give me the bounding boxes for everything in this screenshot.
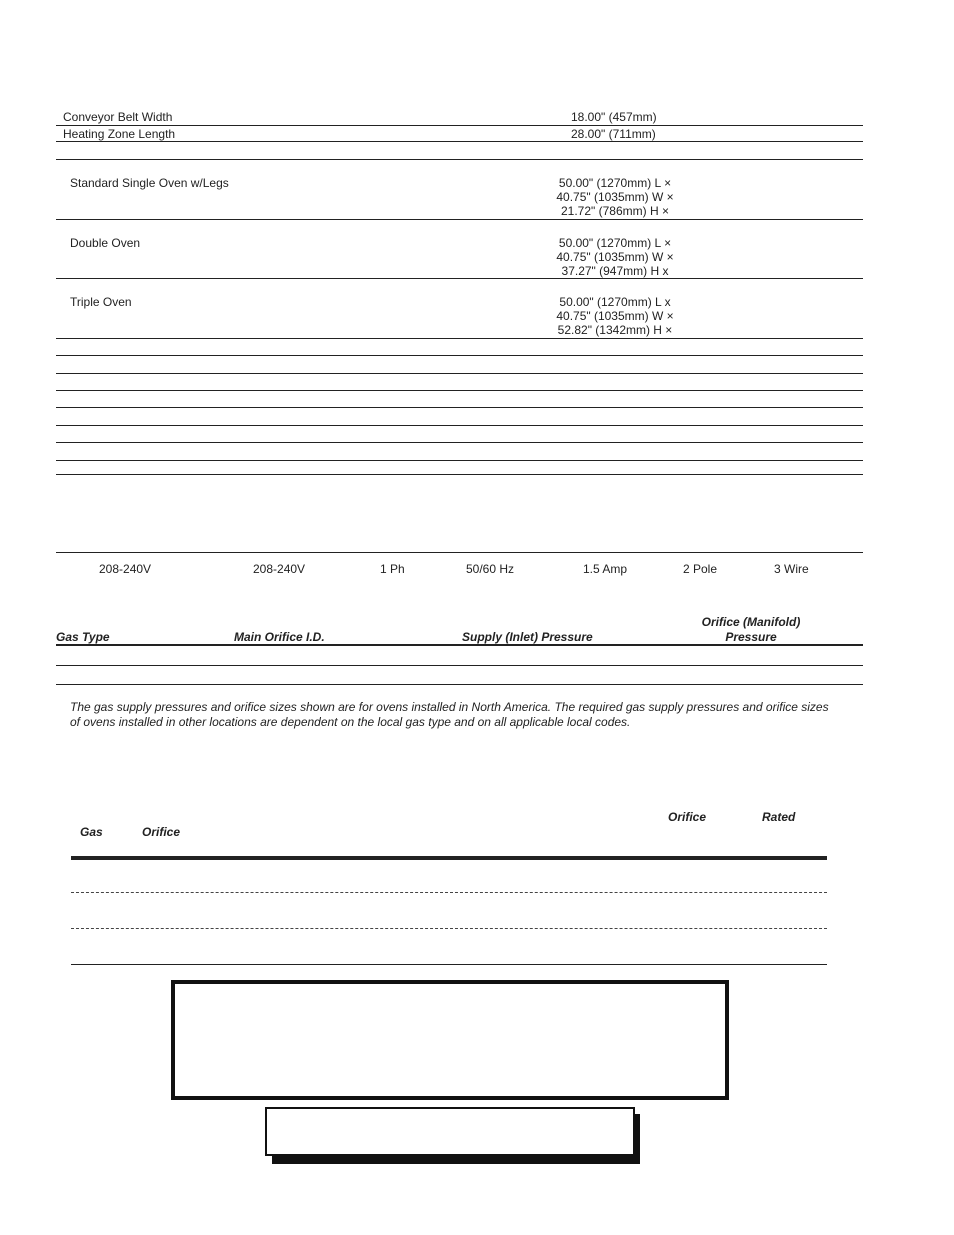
dimension-height: 21.72" (786mm) H ×: [561, 204, 669, 218]
electrical-cell: 208-240V: [99, 562, 152, 576]
divider: [56, 425, 863, 426]
orifice-pressure-header-line2: Pressure: [725, 630, 777, 644]
rated-header: Rated: [762, 810, 796, 824]
divider: [56, 460, 863, 461]
dimension-length: 50.00" (1270mm) L ×: [558, 176, 672, 190]
divider: [56, 159, 863, 160]
dimension-label: Double Oven: [70, 236, 141, 250]
divider: [56, 141, 863, 142]
divider: [56, 125, 863, 126]
divider: [56, 278, 863, 279]
divider: [56, 684, 863, 685]
gas-note: [70, 700, 829, 730]
dimension-values: [540, 176, 690, 218]
divider: [56, 407, 863, 408]
gas-header: Gas: [80, 825, 103, 839]
dimension-width: 40.75" (1035mm) W ×: [556, 309, 674, 323]
dimension-label: Triple Oven: [70, 295, 132, 309]
belt-width-value: 18.00" (457mm): [571, 110, 657, 124]
divider: [56, 373, 863, 374]
header-rule: [71, 856, 827, 860]
divider: [56, 665, 863, 666]
divider: [56, 474, 863, 475]
supply-pressure-header: Supply (Inlet) Pressure: [462, 630, 593, 644]
warning-box: [171, 980, 729, 1100]
electrical-cell: 1.5 Amp: [583, 562, 628, 576]
electrical-cell: 2 Pole: [683, 562, 718, 576]
header-rule: [56, 644, 863, 646]
belt-width-label: Conveyor Belt Width: [63, 110, 173, 124]
electrical-cell: 3 Wire: [774, 562, 809, 576]
orifice-pressure-header-line1: Orifice (Manifold): [701, 615, 801, 629]
main-orifice-header: Main Orifice I.D.: [234, 630, 325, 644]
divider: [56, 390, 863, 391]
electrical-cell: 1 Ph: [380, 562, 405, 576]
dimension-height: 37.27" (947mm) H x: [561, 264, 669, 278]
dimension-width: 40.75" (1035mm) W ×: [556, 250, 674, 264]
divider: [71, 964, 827, 965]
dimension-height: 52.82" (1342mm) H ×: [557, 323, 673, 337]
electrical-cell: 50/60 Hz: [466, 562, 515, 576]
dimension-length: 50.00" (1270mm) L ×: [558, 236, 672, 250]
dimension-label: Standard Single Oven w/Legs: [70, 176, 229, 190]
orifice-right-header: Orifice: [668, 810, 707, 824]
dashed-divider: [71, 928, 827, 929]
divider: [56, 219, 863, 220]
divider: [56, 442, 863, 443]
gas-note-line2: of ovens installed in other locations are dependent on the local gas type and on all applicable local codes.: [70, 715, 631, 729]
divider: [56, 552, 863, 553]
orifice-pressure-header: [680, 615, 822, 645]
dimension-length: 50.00" (1270mm) L x: [559, 295, 671, 309]
divider: [56, 355, 863, 356]
divider: [56, 338, 863, 339]
dimension-values: [540, 295, 690, 337]
orifice-header: Orifice: [142, 825, 181, 839]
dimension-width: 40.75" (1035mm) W ×: [556, 190, 674, 204]
dimension-values: [540, 236, 690, 278]
gas-note-line1: The gas supply pressures and orifice sizes shown are for ovens installed in North America. The required gas supply pressures and orifice sizes: [70, 700, 829, 714]
notice-box: [265, 1107, 635, 1156]
heating-length-value: 28.00" (711mm): [571, 127, 656, 141]
gas-type-header: Gas Type: [56, 630, 110, 644]
dashed-divider: [71, 892, 827, 893]
heating-length-label: Heating Zone Length: [63, 127, 176, 141]
electrical-cell: 208-240V: [253, 562, 306, 576]
